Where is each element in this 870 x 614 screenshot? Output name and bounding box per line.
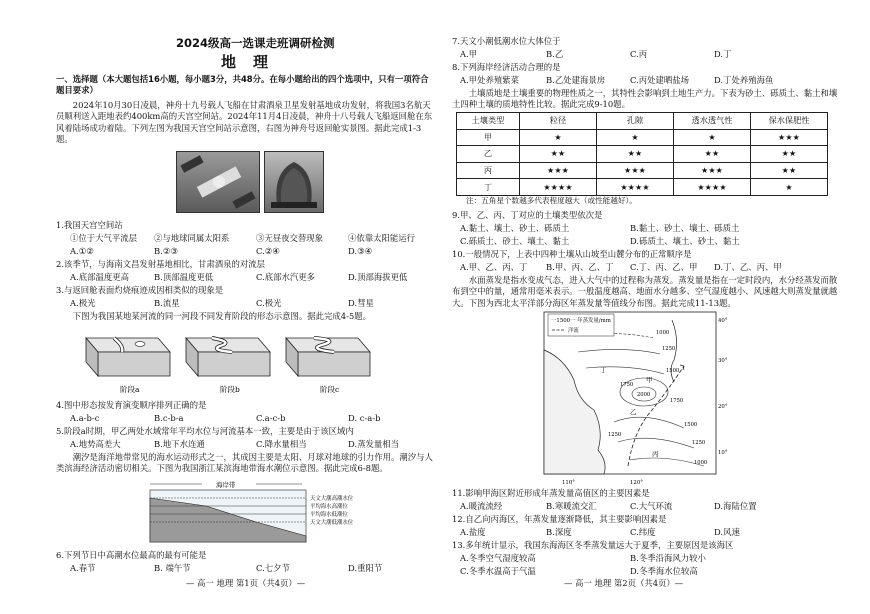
passage-4: 土壤质地是土壤重要的物理性质之一，其特性会影响到土地生产力。下表为砂土、砾质土、黏土和壤土四种土壤的质地特性比较。据此完成9-10题。 [452, 88, 838, 110]
q3-stem: 3.与返回舱表面灼烧痕迹成因相类似的现象是 [56, 285, 224, 295]
exam-title: 2024级高一选课走班调研检测 [176, 36, 335, 50]
stage-label-b: 阶段b [220, 385, 240, 394]
q11-option-b[interactable]: B.寒暖流交汇 [546, 501, 597, 511]
rating-cell: ★ [597, 129, 674, 146]
stage-label-a: 阶段a [120, 385, 140, 394]
region-label-bing: 丙 [652, 450, 659, 458]
q6-option-c[interactable]: C.七夕节 [256, 563, 290, 573]
q8-stem: 8.下列海岸经济活动合理的是 [452, 62, 561, 72]
isoline-label: 1500 [666, 368, 680, 374]
rating-cell: ★★★ [751, 129, 828, 146]
rating-cell: ★★★ [597, 162, 674, 179]
q2-option-c[interactable]: C.底部水汽更多 [256, 272, 316, 282]
q3-option-d[interactable]: D.彗星 [348, 298, 374, 308]
river-stage-c-block [286, 338, 370, 376]
q2-stem: 2.该季节，与海南文昌发射基地相比，甘肃酒泉的对流层 [56, 259, 265, 269]
soil-table-header-row [457, 113, 828, 130]
q7-stem: 7.天文小潮低潮水位大体位于 [452, 36, 561, 46]
region-label-yi: 乙 [630, 408, 637, 416]
q7-option-a[interactable]: A.甲 [460, 49, 478, 59]
q12-stem: 12.自乙向丙海区，年蒸发量逐渐降低，其主要影响因素是 [452, 514, 667, 524]
q12-option-a[interactable]: A.盐度 [460, 527, 486, 537]
q4-option-b[interactable]: B.c-b-a [154, 413, 184, 423]
q1-option-a[interactable]: A.①② [70, 246, 94, 256]
q1-stem: 1.我国天宫空间站 [56, 220, 123, 230]
rating-cell: ★★ [597, 146, 674, 163]
q8-option-a[interactable]: A.甲处养殖紫菜 [460, 75, 519, 85]
soil-table-header: 粒径 [520, 113, 597, 130]
tide-level-1: 天文大潮高潮水位 [310, 496, 354, 502]
soil-table-header: 透水透气性 [674, 113, 751, 130]
q11-option-a[interactable]: A.暖流流经 [460, 501, 503, 511]
q10-option-b[interactable]: B.甲、丙、乙、丁 [546, 262, 614, 272]
space-station-graphic [177, 152, 259, 212]
q4-option-d[interactable]: D. c-a-b [348, 413, 381, 423]
soil-table-header: 孔隙 [597, 113, 674, 130]
rating-cell: ★★★ [674, 162, 751, 179]
river-stage-diagrams [82, 326, 382, 398]
isoline-label: 1250 [692, 440, 706, 446]
q13-option-a[interactable]: A.冬季空气湿度较高 [460, 553, 536, 563]
q1-option-b[interactable]: B.②③ [154, 246, 178, 256]
q8-option-d[interactable]: D.丁处养殖海鱼 [714, 75, 774, 85]
latitude-label: 20° [718, 404, 728, 410]
q11-stem: 11.影响甲海区附近形成年蒸发量高值区的主要因素是 [452, 488, 650, 498]
q1-option-d[interactable]: D.③④ [348, 246, 373, 256]
q5-option-b[interactable]: B.地下水连通 [154, 439, 205, 449]
q11-option-d[interactable]: D.海陆位置 [714, 501, 757, 511]
table-row [457, 162, 828, 179]
q6-stem: 6.下列节日中高潮水位最高的最有可能是 [56, 550, 207, 560]
q10-option-c[interactable]: C.丁、丙、乙、甲 [630, 262, 698, 272]
stage-label-c: 阶段c [320, 385, 340, 394]
q12-option-c[interactable]: C.纬度 [630, 527, 656, 537]
q7-option-c[interactable]: C.丙 [630, 49, 648, 59]
return-capsule-photo [264, 151, 324, 213]
q1-statement-3: ③无昼夜交替现象 [256, 233, 323, 243]
footer-page-2: — 高一 地理 第2页（共4页）— [564, 578, 684, 588]
rating-cell: ★★★ [520, 162, 597, 179]
q1-option-c[interactable]: C.②④ [256, 246, 280, 256]
q10-stem: 10.一般情况下，上表中四种土壤从山坡至山麓分布的正常顺序是 [452, 249, 692, 259]
river-stage-b-block [186, 338, 270, 376]
latitude-label: 30° [718, 358, 728, 364]
q2-option-d[interactable]: D.顶部海拔更低 [348, 272, 408, 282]
q13-stem: 13.多年统计显示，我国东海海区冬季蒸发量远大于夏季，主要原因是该海区 [452, 540, 734, 550]
rating-cell: ★ [751, 179, 828, 196]
soil-type-cell: 甲 [457, 129, 520, 146]
q9-option-a[interactable]: A.黏土、壤土、砂土、砾质土 [460, 223, 570, 233]
longitude-label: 110° [562, 480, 575, 486]
passage-2: 下图为我国某地某河流的同一河段不同发育阶段的形态示意图。据此完成4-5题。 [72, 311, 372, 321]
q11-option-c[interactable]: C.大气环流 [630, 501, 673, 511]
rating-cell: ★★★★ [520, 179, 597, 196]
q1-statement-2: ②与地球同属太阳系 [154, 233, 230, 243]
q3-option-b[interactable]: B.流星 [154, 298, 180, 308]
q4-option-a[interactable]: A.a-b-c [70, 413, 100, 423]
q6-option-d[interactable]: D.重阳节 [348, 563, 383, 573]
soil-type-cell: 乙 [457, 146, 520, 163]
q8-option-b[interactable]: B.乙处建海景房 [546, 75, 606, 85]
q3-option-a[interactable]: A.极光 [70, 298, 96, 308]
q5-option-c[interactable]: C.降水量相当 [256, 439, 307, 449]
soil-table-header: 保水保肥性 [751, 113, 828, 130]
isoline-label: 1250 [662, 346, 676, 352]
passage-5: 水面蒸发是指水变成气态，进入大气中的过程称为蒸发。蒸发量是指在一定时段内，水分经蒸发而散布到空中的量，通常用毫米表示。一般温度越高、地面水分越多、空气湿度越小、风速越大则蒸发量就越大。下图为西北太平洋部分海区年蒸发量等值线分布图。据此完成11-13题。 [452, 275, 838, 308]
q3-option-c[interactable]: C.极光 [256, 298, 282, 308]
soil-table-wrap [456, 112, 828, 196]
q9-stem: 9.甲、乙、丙、丁对应的土壤类型依次是 [452, 210, 603, 220]
table-row [457, 146, 828, 163]
isoline-label: 1750 [620, 382, 634, 388]
isoline-label: 1000 [656, 330, 670, 336]
return-capsule-graphic [265, 152, 323, 212]
rating-cell: ★★ [520, 146, 597, 163]
rating-cell: ★★ [751, 146, 828, 163]
rating-cell: ★★ [751, 162, 828, 179]
rating-cell: ★★★★ [674, 179, 751, 196]
table-row [457, 179, 828, 196]
q13-option-b[interactable]: B.冬季沿海风力较小 [630, 553, 706, 563]
rating-cell: ★★ [674, 146, 751, 163]
soil-table-header: 土壤类型 [457, 113, 520, 130]
soil-type-cell: 丙 [457, 162, 520, 179]
q5-option-a[interactable]: A.地势高差大 [70, 439, 121, 449]
table-row [457, 129, 828, 146]
rating-cell: ★ [520, 129, 597, 146]
q6-option-b[interactable]: B. 端午节 [154, 563, 191, 573]
legend-isoline-label: 一1500一 年蒸发量/mm [551, 318, 611, 324]
q9-option-b[interactable]: B.黏土、砂土、壤土、砾质土 [630, 223, 740, 233]
soil-texture-table [456, 112, 828, 196]
q5-stem: 5.阶段a时期，甲乙两处水域常年平均水位与河流基本一致，主要是由于该区域内 [56, 426, 354, 436]
q9-option-c[interactable]: C.砾质土、砂土、壤土、黏土 [460, 236, 570, 246]
q12-option-b[interactable]: B.深度 [546, 527, 572, 537]
isoline-label: 1250 [608, 432, 622, 438]
page-2 [452, 0, 838, 614]
tide-level-2: 平均海水高潮位 [310, 504, 348, 510]
page-1 [56, 0, 436, 614]
legend-current-label: 洋流 [568, 328, 579, 334]
passage-3: 潮汐是海洋地带常见的海水运动形式之一，其成因主要是太阳、月球对地球的引力作用。潮汐与人类滨海经济活动密切相关。下图为我国浙江某滨海地带海水潮位示意图。据此完成6-8题。 [56, 452, 433, 474]
q4-stem: 4.图中形态按发育演变顺序排列正确的是 [56, 400, 207, 410]
q13-option-d[interactable]: D.冬季海水位较高 [630, 566, 698, 576]
q10-option-a[interactable]: A.甲、乙、丙、丁 [460, 262, 528, 272]
river-stage-a-block [86, 338, 170, 376]
q8-option-c[interactable]: C.丙处建晒盐场 [630, 75, 690, 85]
q10-option-d[interactable]: D.丁、乙、丙、甲 [714, 262, 782, 272]
passage-1: 2024年10月30日凌晨，神舟十九号载人飞船在甘肃酒泉卫星发射基地成功发射，将我国3名航天员顺利送入距地表约400km高的天宫空间站。2024年11月4日凌晨，神舟十八号载人飞船返回舱在东风着陆场成功着陆。下列左图为我国天宫空间站示意图，右图为神舟号返回舱实景图。据此完成1-3题。 [56, 100, 433, 145]
q4-option-c[interactable]: C.a-c-b [256, 413, 286, 423]
soil-type-cell: 丁 [457, 179, 520, 196]
q1-statement-1: ①位于大气平流层 [70, 233, 137, 243]
rating-cell: ★ [674, 129, 751, 146]
q5-option-d[interactable]: D.蒸发量相当 [348, 439, 399, 449]
q12-option-d[interactable]: D.风速 [714, 527, 740, 537]
shore-zone-label: 海岸带 [216, 481, 236, 489]
isoline-label: 1500 [684, 422, 698, 428]
space-station-photo [176, 151, 260, 213]
q13-option-c[interactable]: C.冬季水温高于气温 [460, 566, 536, 576]
q7-option-b[interactable]: B.乙 [546, 49, 564, 59]
latitude-label: 10° [718, 450, 728, 456]
q6-option-a[interactable]: A.春节 [70, 563, 96, 573]
soil-table-note: 注：五角星个数越多代表程度越大（或性能越好）。 [466, 196, 637, 205]
footer-page-1: — 高一 地理 第1页（共4页）— [186, 578, 306, 588]
tide-level-3: 平均海水低潮位 [310, 512, 348, 518]
tide-level-4: 天文大潮低潮水位 [310, 520, 354, 526]
longitude-label: 120° [630, 480, 643, 486]
subject-title: 地 理 [221, 53, 270, 71]
latitude-label: 40° [718, 318, 728, 324]
q9-option-d[interactable]: D.砾质土、壤土、砂土、黏土 [630, 236, 740, 246]
q1-statement-4: ④依靠太阳能运行 [348, 233, 415, 243]
q2-option-b[interactable]: B.顶部温度更低 [154, 272, 214, 282]
section-heading: 一、选择题（本大题包括16小题，每小题3分，共48分。在每小题给出的四个选项中，只有一项符合题目要求） [56, 74, 429, 96]
region-label-jia: 甲 [646, 376, 653, 384]
q2-option-a[interactable]: A.底部温度更高 [70, 272, 129, 282]
isoline-label: 2000 [637, 392, 651, 398]
rating-cell: ★★★★ [597, 179, 674, 196]
evaporation-isoline-map [534, 310, 734, 486]
tide-profile-diagram [146, 476, 386, 544]
isoline-label: 1000 [694, 460, 708, 466]
q7-option-d[interactable]: D.丁 [714, 49, 732, 59]
region-label-ding: 丁 [600, 366, 607, 374]
isoline-label: 1750 [670, 398, 684, 404]
